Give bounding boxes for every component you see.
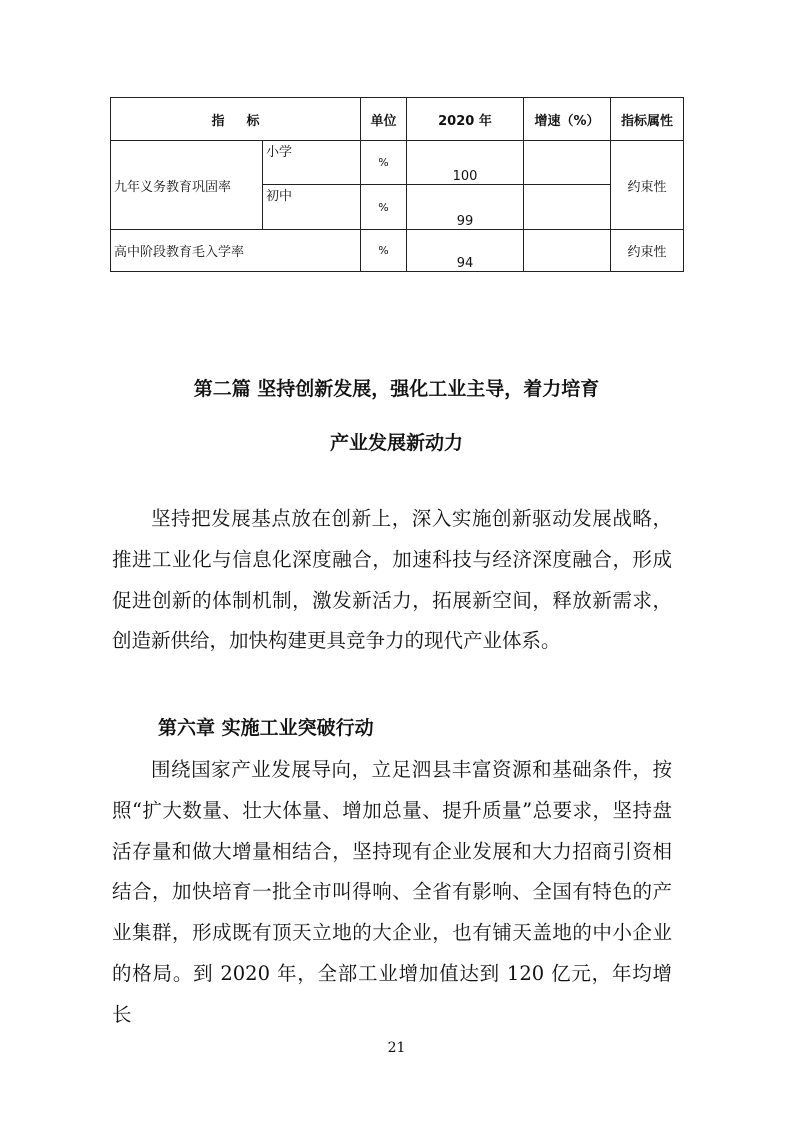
page-number: 21 [387, 1040, 406, 1056]
header-attribute: 指标属性 [611, 98, 684, 141]
row-value: 99 [407, 185, 524, 230]
row-value: 94 [407, 230, 524, 272]
row-attribute: 约束性 [611, 141, 684, 230]
row-value: 100 [407, 141, 524, 185]
section-title-line-1: 第二篇 坚持创新发展，强化工业主导，着力培育 [193, 378, 600, 400]
section-intro-paragraph [112, 499, 672, 662]
chapter-title: 第六章 实施工业突破行动 [158, 717, 374, 739]
header-indicator [111, 98, 361, 141]
section-intro-text: 坚持把发展基点放在创新上，深入实施创新驱动发展战略，推进工业化与信息化深度融合，加速科技与经济深度融合，形成促进创新的体制机制，激发新活力，拓展新空间，释放新需求，创造新供给，加快构建更具竞争力的现代产业体系。 [112, 507, 672, 653]
table-header-row [111, 98, 684, 141]
row-name-high-school: 高中阶段教育毛入学率 [111, 230, 361, 272]
row-attribute: 约束性 [611, 230, 684, 272]
row-sub-junior: 初中 [263, 185, 361, 230]
chapter-body-text: 围绕国家产业发展导向，立足泗县丰富资源和基础条件，按照“扩大数量、壮大体量、增加总量、提升质量”总要求，坚持盘活存量和做大增量相结合，坚持现有企业发展和大力招商引资相结合，加快培育一批全市叫得响、全省有影响、全国有特色的产业集群，形成既有顶天立地的大企业，也有铺天盖地的中小企业的格局。到 2020 年，全部工业增加值达到 120 亿元，年均增长 [112, 758, 672, 1026]
indicator-table [110, 97, 684, 272]
row-name-compulsory-education: 九年义务教育巩固率 [111, 141, 263, 230]
row-growth [524, 185, 611, 230]
table-row [111, 141, 684, 185]
table-row [111, 230, 684, 272]
header-indicator-char-1: 指 [211, 113, 225, 129]
header-indicator-char-2: 标 [246, 113, 260, 129]
header-growth: 增速（%） [524, 98, 611, 141]
row-unit: % [361, 141, 407, 185]
chapter-body-paragraph [112, 750, 672, 1036]
row-growth [524, 230, 611, 272]
section-title-line-2: 产业发展新动力 [329, 432, 463, 454]
row-sub-primary: 小学 [263, 141, 361, 185]
header-year: 2020 年 [407, 98, 524, 141]
header-unit: 单位 [361, 98, 407, 141]
row-unit: % [361, 230, 407, 272]
row-growth [524, 141, 611, 185]
row-unit: % [361, 185, 407, 230]
